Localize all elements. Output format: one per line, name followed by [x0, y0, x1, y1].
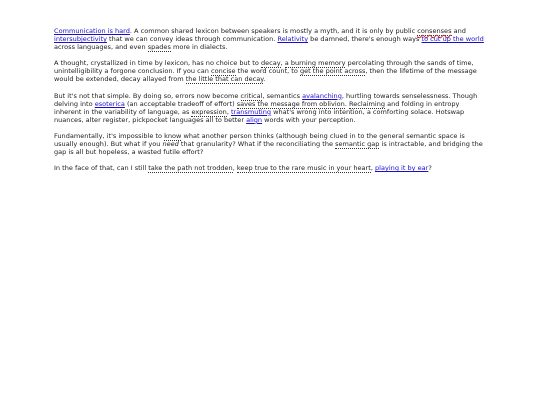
annotated-phrase[interactable]: consenses — [417, 27, 452, 35]
paragraph — [54, 164, 486, 172]
text-run: . — [263, 75, 266, 84]
paragraph — [54, 59, 486, 83]
text-run: , hurtling towards senselessness. Though delving into — [54, 91, 478, 108]
text-run: , — [226, 107, 231, 116]
inline-link[interactable]: Relativity — [277, 35, 309, 44]
text-run: . A common shared lexicon between speakers is mostly a myth, and it is only by public — [129, 27, 418, 35]
text-run: and folding in entropy inherent in the variability of language, as — [54, 99, 460, 116]
inline-link[interactable]: intersubjectivity — [54, 35, 107, 44]
text-run: , — [232, 164, 237, 173]
text-run: But it's not that simple. By doing so, errors now become — [54, 91, 241, 100]
annotated-phrase[interactable]: keep true to the rare music in your heart — [236, 164, 371, 173]
text-run: (an acceptable tradeoff of effort) — [124, 99, 237, 108]
inline-link[interactable]: avalanching — [302, 91, 342, 100]
text-run: the word count, to — [235, 67, 300, 76]
annotated-phrase[interactable]: the little that can decay — [185, 75, 264, 84]
text-run: percolating through the sands of time, unintelligibility a forgone conclusion. If you can — [54, 59, 474, 76]
inline-link[interactable]: to cut up the world — [421, 35, 484, 44]
text-run: more in dialects. — [170, 43, 228, 52]
inline-link[interactable]: playing it by ear — [374, 164, 429, 173]
paragraph — [54, 92, 486, 124]
text-run: across languages, and even — [54, 43, 148, 52]
annotated-phrase[interactable]: semantic gap — [335, 140, 380, 149]
text-run: , — [280, 59, 285, 68]
annotated-phrase[interactable]: take the path not trodden — [148, 164, 233, 173]
annotated-phrase[interactable]: get the point across — [299, 67, 366, 76]
annotated-phrase[interactable]: know — [164, 131, 182, 140]
text-run: that we can convey ideas through communication. — [106, 35, 278, 44]
text-run: what's wrong into intention, a comforting solace. Hotswap nuances, alter register, pickpocket languages all to better — [54, 107, 465, 124]
text-run: and — [451, 27, 466, 35]
inline-link[interactable]: Communication is hard — [54, 27, 130, 35]
annotated-phrase[interactable]: expression — [191, 107, 227, 116]
text-run: . — [344, 99, 350, 108]
paragraph — [54, 132, 486, 156]
article-body — [54, 27, 486, 180]
inline-link[interactable]: transmuting — [230, 107, 272, 116]
annotated-phrase[interactable]: Reclaiming — [349, 99, 386, 108]
emphasis: need — [162, 140, 179, 149]
text-run: , then the lifetime of the message would be extended, decay allayed from — [54, 67, 477, 84]
text-run: be damned, there's enough ways — [308, 35, 422, 44]
text-run: is intractable, and bridging the gap is all but hopeless, a wasted futile effort? — [54, 140, 483, 157]
text-run: , semantics — [262, 91, 303, 100]
annotated-phrase[interactable]: a burning memory — [284, 59, 346, 68]
inline-link[interactable]: align — [246, 115, 263, 124]
annotated-phrase[interactable]: spades — [147, 43, 171, 52]
paragraph — [54, 27, 486, 51]
inline-link[interactable]: esoterica — [94, 99, 125, 108]
text-run: A thought, crystallized in time by lexicon, has no choice but to — [54, 59, 261, 68]
text-run: In the face of that, can I still — [54, 164, 149, 173]
text-run: ? — [428, 164, 432, 173]
annotated-phrase[interactable]: decay — [260, 59, 281, 68]
annotated-phrase[interactable]: critical — [240, 91, 263, 100]
text-run: words with your perception. — [262, 115, 356, 124]
text-run: , — [370, 164, 375, 173]
text-run: Fundamentally, it's impossible to — [54, 131, 165, 140]
annotated-phrase[interactable]: concise — [210, 67, 236, 76]
annotated-phrase[interactable]: saves the message from oblivion — [236, 99, 345, 108]
text-run: that granularity? What if the reconciliating the — [178, 140, 336, 149]
text-run: what another person thinks (although being clued in to the general semantic space is usually enough). But what if you — [54, 131, 465, 149]
